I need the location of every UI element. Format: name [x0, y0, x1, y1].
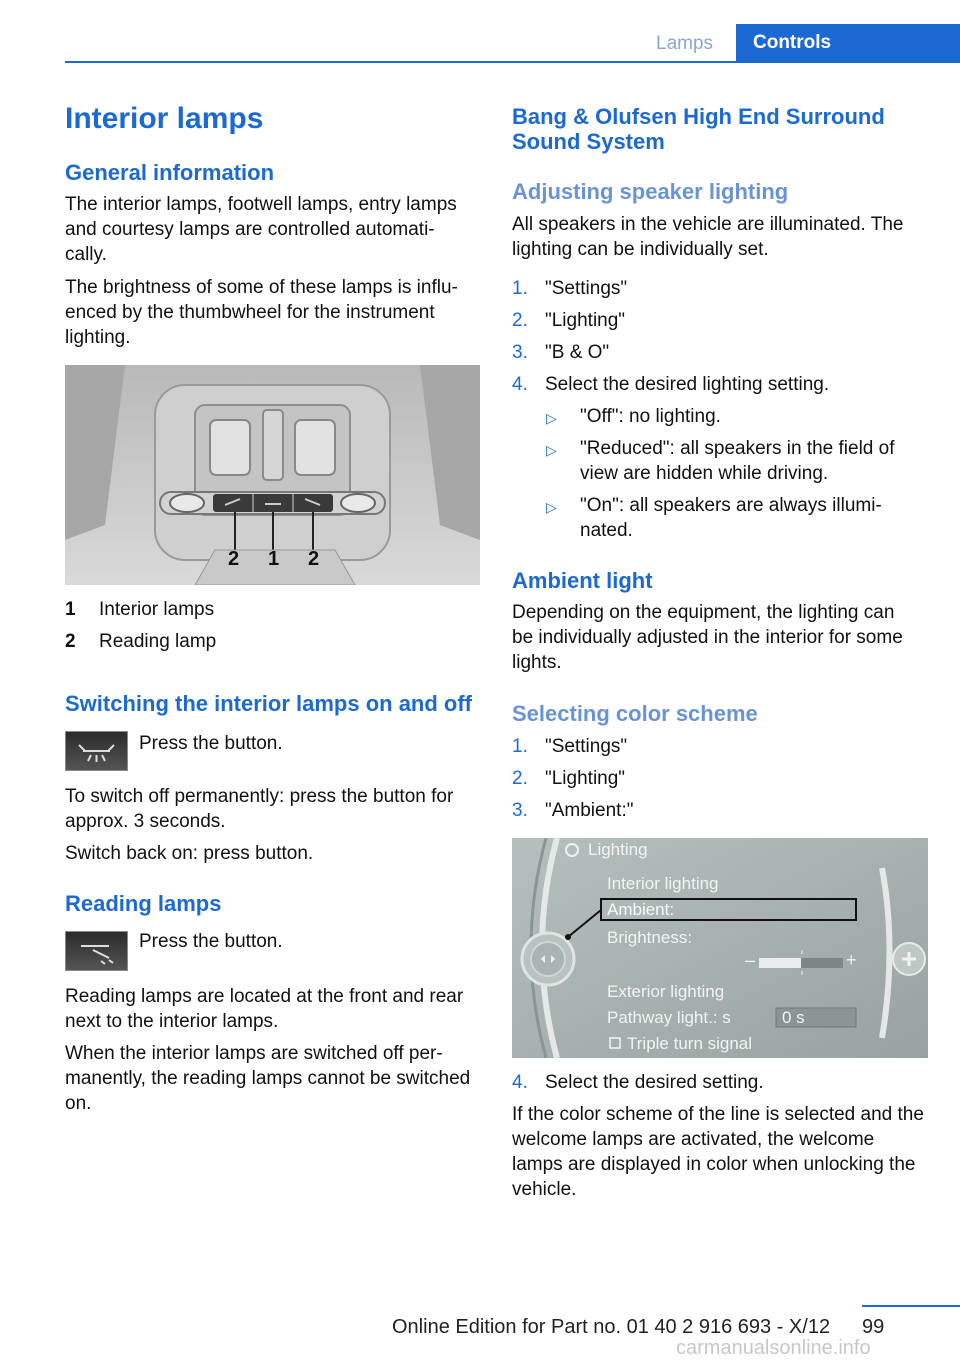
switch-off-paragraph: To switch off permanently: press the button for approx. 3 seconds.: [65, 786, 454, 832]
screen-item[interactable]: Exterior lighting: [607, 982, 725, 1001]
footer-rule: [862, 1305, 960, 1307]
reading-heading: Reading lamps: [65, 891, 222, 916]
general-paragraph-2: The brightness of some of these lamps is influ‐ enced by the thumbwheel for the instrument lighting.: [65, 277, 458, 348]
switching-heading: Switching the interior lamps on and off: [65, 691, 473, 716]
interior-lamps-figure: [65, 365, 480, 585]
reading-press-text: Press the button.: [139, 931, 283, 952]
press-button-text: Press the button.: [139, 733, 283, 754]
general-heading: General information: [65, 160, 275, 185]
online-edition: Online Edition for Part no. 01 40 2 916 693 - X/12: [392, 1316, 831, 1338]
pathway-value: 0 s: [782, 1008, 805, 1027]
brightness-plus[interactable]: +: [846, 950, 857, 970]
callout-center: 1: [268, 548, 280, 570]
ambient-heading: Ambient light: [512, 568, 653, 593]
idrive-screen: [512, 838, 928, 1058]
interior-lamp-button-icon: [65, 731, 128, 771]
page-number: 99: [862, 1316, 885, 1338]
general-paragraph-1: The interior lamps, footwell lamps, entry lamps and courtesy lamps are controlled automati‐ cally.: [65, 194, 457, 265]
watermark: carmanualsonline.info: [676, 1337, 871, 1359]
reading-lamp-button-icon: [65, 931, 128, 971]
screen-item-selected[interactable]: Ambient:: [607, 900, 675, 919]
switch-on-paragraph: Switch back on: press button.: [65, 843, 314, 864]
speaker-heading: Adjusting speaker lighting: [512, 179, 789, 204]
screen-item[interactable]: Interior lighting: [607, 874, 719, 893]
header-chapter: Controls: [736, 24, 960, 62]
screen-item[interactable]: Brightness:: [607, 928, 693, 947]
callout-right: 2: [308, 548, 320, 570]
header-section: Lamps: [656, 33, 714, 54]
brightness-minus[interactable]: –: [745, 950, 756, 970]
bo-heading: Bang & Olufsen High End Surround Sound System: [512, 104, 885, 154]
reading-paragraph-2: When the interior lamps are switched off per‐ manently, the reading lamps cannot be switched on.: [65, 1043, 471, 1114]
screen-item[interactable]: Pathway light.: s: [607, 1008, 731, 1027]
speaker-paragraph: All speakers in the vehicle are illuminated. The lighting can be individually set.: [512, 214, 904, 260]
header-rule: [65, 61, 960, 63]
final-paragraph: If the color scheme of the line is selected and the welcome lamps are activated, the welcome lamps are displayed in color when unlocking the vehicle.: [512, 1104, 924, 1200]
screen-item[interactable]: Triple turn signal: [627, 1034, 753, 1053]
page-title: Interior lamps: [65, 102, 264, 135]
ambient-paragraph: Depending on the equipment, the lighting can be individually adjusted in the interior for some lights.: [512, 602, 903, 673]
screen-title: Lighting: [588, 840, 648, 859]
color-scheme-heading: Selecting color scheme: [512, 701, 758, 726]
callout-left: 2: [228, 548, 240, 570]
reading-paragraph-1: Reading lamps are located at the front and rear next to the interior lamps.: [65, 986, 464, 1032]
